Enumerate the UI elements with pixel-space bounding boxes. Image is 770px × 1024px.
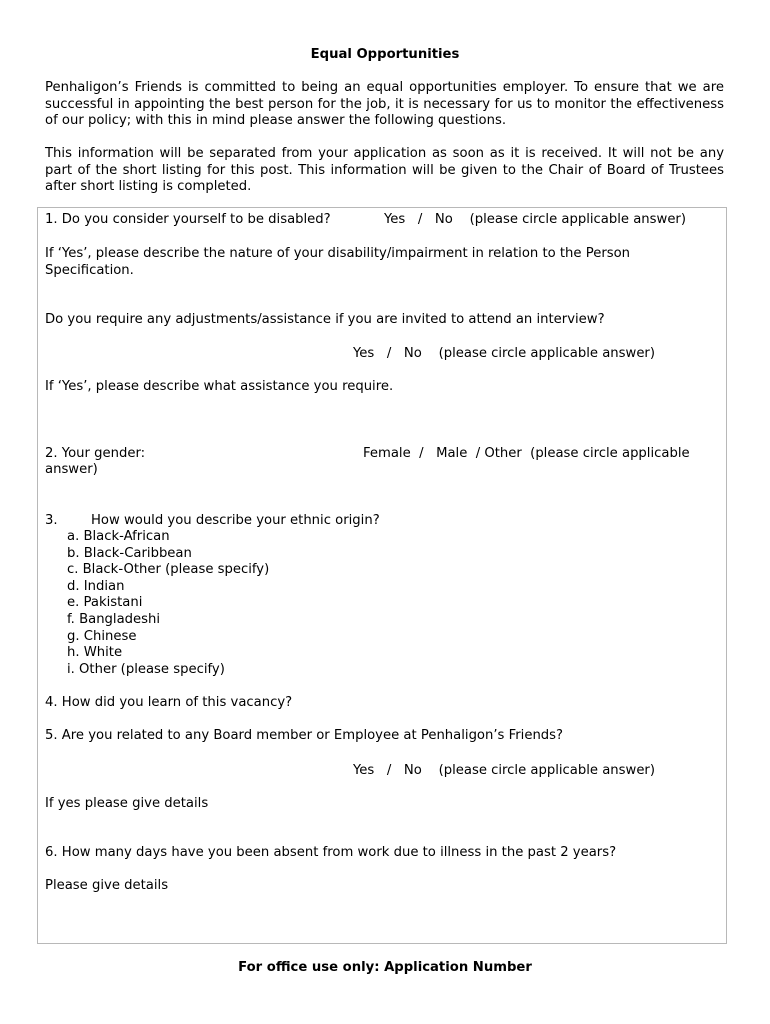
q3-option[interactable]: f. Bangladeshi: [67, 611, 161, 627]
q2-question: 2. Your gender:: [45, 446, 146, 461]
q6-details-label: Please give details: [45, 878, 169, 893]
q3-option[interactable]: a. Black-African: [67, 529, 170, 544]
intro-paragraph-2: This information will be separated from your application as soon as it is received. It will not be any part of the short listing for this post. This information will be given to the Chair of Board of Trustees after short listing is completed.: [45, 146, 724, 195]
page-title: Equal Opportunities: [310, 47, 460, 62]
q5-answer-options[interactable]: Yes / No (please circle applicable answer): [353, 763, 655, 778]
q1-answer-options[interactable]: Yes / No (please circle applicable answer): [384, 212, 686, 227]
q1-adjustments-question: Do you require any adjustments/assistance if you are invited to attend an interview?: [45, 312, 605, 327]
q3-option[interactable]: h. White: [67, 645, 123, 661]
q4-question: 4. How did you learn of this vacancy?: [45, 695, 293, 710]
q3-option[interactable]: d. Indian: [67, 578, 125, 594]
q1-question: 1. Do you consider yourself to be disabled?: [45, 212, 331, 227]
q3-option[interactable]: e. Pakistani: [67, 595, 143, 611]
q5-question: 5. Are you related to any Board member or Employee at Penhaligon’s Friends?: [45, 728, 564, 743]
q3-option[interactable]: i. Other (please specify): [67, 661, 225, 677]
q5-details-label: If yes please give details: [45, 796, 209, 811]
q6-question: 6. How many days have you been absent from work due to illness in the past 2 years?: [45, 845, 617, 860]
q3-options-list: [67, 529, 269, 678]
q3-option[interactable]: g. Chinese: [67, 628, 137, 644]
q2-answer-wrap: answer): [45, 462, 98, 477]
q3-number: 3.: [45, 513, 58, 528]
q2-answer-options[interactable]: Female / Male / Other (please circle applicable: [363, 446, 690, 461]
q1-if-yes-text: If ‘Yes’, please describe the nature of your disability/impairment in relation to the Person Specification.: [45, 246, 631, 278]
q3-option[interactable]: b. Black-Caribbean: [67, 545, 192, 561]
office-use-footer: For office use only: Application Number: [238, 960, 532, 975]
intro-paragraph-1: Penhaligon’s Friends is committed to being an equal opportunities employer. To ensure that we are successful in appointing the best person for the job, it is necessary for us to monitor the effectiveness of our policy; with this in mind please answer the following questions.: [45, 80, 724, 129]
q1-assistance-text: If ‘Yes’, please describe what assistance you require.: [45, 379, 394, 394]
q3-question: How would you describe your ethnic origin?: [91, 513, 380, 528]
q1-adjustments-answer-options[interactable]: Yes / No (please circle applicable answer): [353, 346, 655, 361]
q3-option[interactable]: c. Black-Other (please specify): [67, 562, 270, 578]
